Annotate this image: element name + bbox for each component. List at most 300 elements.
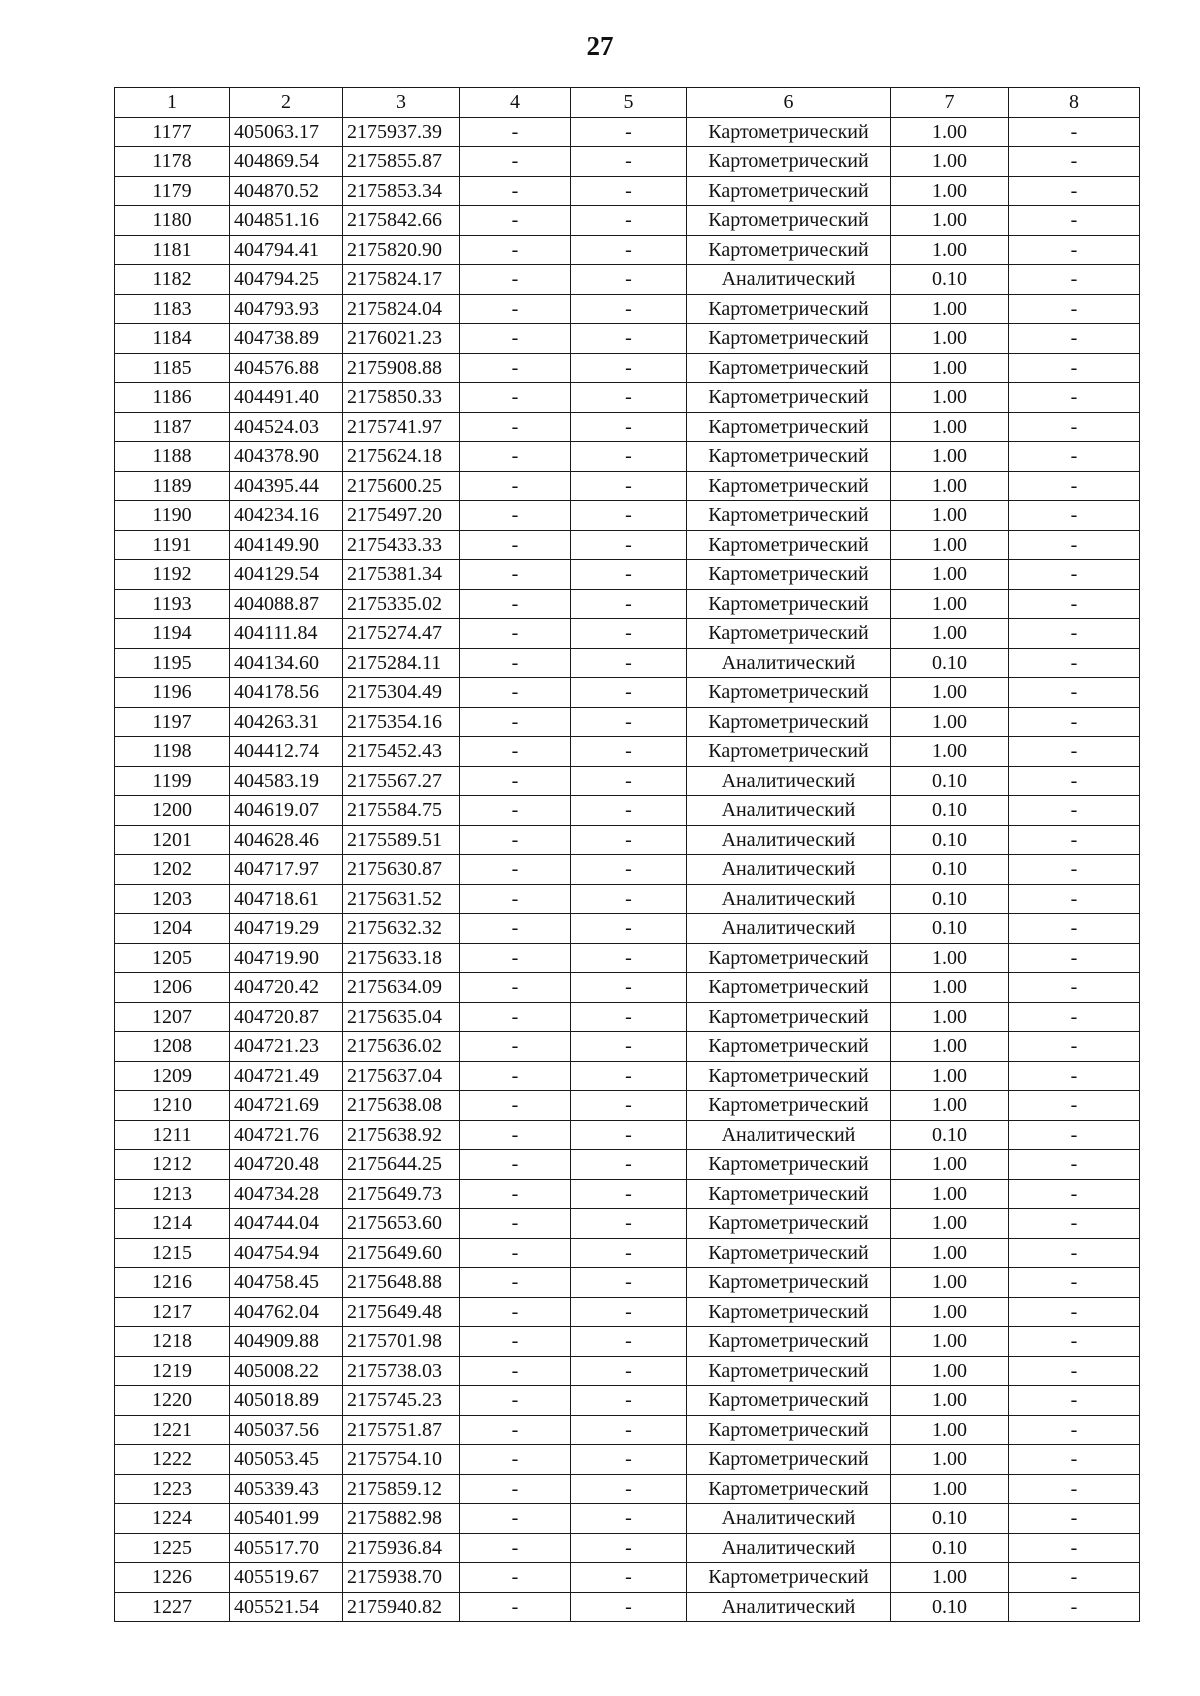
x-coordinate-cell: 405053.45	[230, 1445, 343, 1475]
column-4-cell: -	[460, 1032, 571, 1062]
method-cell: Картометрический	[687, 1091, 891, 1121]
column-5-cell: -	[571, 1592, 687, 1622]
method-cell: Картометрический	[687, 294, 891, 324]
point-number-cell: 1197	[115, 707, 230, 737]
y-coordinate-cell: 2175635.04	[343, 1002, 460, 1032]
column-8-cell: -	[1009, 1061, 1140, 1091]
table-row	[115, 206, 1140, 236]
column-5-cell: -	[571, 1268, 687, 1298]
column-5-cell: -	[571, 206, 687, 236]
accuracy-cell: 1.00	[891, 1297, 1009, 1327]
page-number: 27	[586, 31, 614, 61]
column-8-cell: -	[1009, 1091, 1140, 1121]
y-coordinate-cell: 2175842.66	[343, 206, 460, 236]
header-cell: 5	[571, 88, 687, 118]
method-cell: Картометрический	[687, 1268, 891, 1298]
column-4-cell: -	[460, 560, 571, 590]
y-coordinate-cell: 2175624.18	[343, 442, 460, 472]
column-8-cell: -	[1009, 678, 1140, 708]
column-8-cell: -	[1009, 235, 1140, 265]
table-row	[115, 1356, 1140, 1386]
y-coordinate-cell: 2175938.70	[343, 1563, 460, 1593]
column-4-cell: -	[460, 324, 571, 354]
y-coordinate-cell: 2175701.98	[343, 1327, 460, 1357]
column-4-cell: -	[460, 1415, 571, 1445]
column-5-cell: -	[571, 353, 687, 383]
column-4-cell: -	[460, 176, 571, 206]
accuracy-cell: 1.00	[891, 560, 1009, 590]
column-4-cell: -	[460, 855, 571, 885]
column-5-cell: -	[571, 560, 687, 590]
accuracy-cell: 0.10	[891, 1592, 1009, 1622]
column-5-cell: -	[571, 943, 687, 973]
y-coordinate-cell: 2175274.47	[343, 619, 460, 649]
column-8-cell: -	[1009, 737, 1140, 767]
column-5-cell: -	[571, 1179, 687, 1209]
column-8-cell: -	[1009, 1356, 1140, 1386]
method-cell: Картометрический	[687, 1415, 891, 1445]
header-cell: 7	[891, 88, 1009, 118]
point-number-cell: 1202	[115, 855, 230, 885]
method-cell: Картометрический	[687, 1563, 891, 1593]
point-number-cell: 1221	[115, 1415, 230, 1445]
method-cell: Аналитический	[687, 265, 891, 295]
accuracy-cell: 1.00	[891, 1238, 1009, 1268]
accuracy-cell: 1.00	[891, 1150, 1009, 1180]
x-coordinate-cell: 404754.94	[230, 1238, 343, 1268]
accuracy-cell: 1.00	[891, 501, 1009, 531]
table-row	[115, 1002, 1140, 1032]
point-number-cell: 1180	[115, 206, 230, 236]
column-8-cell: -	[1009, 1563, 1140, 1593]
column-5-cell: -	[571, 117, 687, 147]
column-5-cell: -	[571, 294, 687, 324]
column-8-cell: -	[1009, 1474, 1140, 1504]
y-coordinate-cell: 2175855.87	[343, 147, 460, 177]
x-coordinate-cell: 405063.17	[230, 117, 343, 147]
y-coordinate-cell: 2175824.04	[343, 294, 460, 324]
accuracy-cell: 0.10	[891, 265, 1009, 295]
column-5-cell: -	[571, 1474, 687, 1504]
point-number-cell: 1212	[115, 1150, 230, 1180]
column-4-cell: -	[460, 383, 571, 413]
method-cell: Картометрический	[687, 1356, 891, 1386]
y-coordinate-cell: 2175381.34	[343, 560, 460, 590]
column-4-cell: -	[460, 678, 571, 708]
column-8-cell: -	[1009, 383, 1140, 413]
point-number-cell: 1193	[115, 589, 230, 619]
accuracy-cell: 1.00	[891, 147, 1009, 177]
point-number-cell: 1203	[115, 884, 230, 914]
method-cell: Аналитический	[687, 766, 891, 796]
y-coordinate-cell: 2175745.23	[343, 1386, 460, 1416]
y-coordinate-cell: 2175633.18	[343, 943, 460, 973]
y-coordinate-cell: 2175644.25	[343, 1150, 460, 1180]
header-cell: 1	[115, 88, 230, 118]
column-8-cell: -	[1009, 265, 1140, 295]
y-coordinate-cell: 2175649.48	[343, 1297, 460, 1327]
table-row	[115, 294, 1140, 324]
x-coordinate-cell: 405018.89	[230, 1386, 343, 1416]
accuracy-cell: 1.00	[891, 1415, 1009, 1445]
table-row	[115, 147, 1140, 177]
column-8-cell: -	[1009, 1002, 1140, 1032]
method-cell: Картометрический	[687, 1179, 891, 1209]
accuracy-cell: 1.00	[891, 117, 1009, 147]
point-number-cell: 1210	[115, 1091, 230, 1121]
column-5-cell: -	[571, 589, 687, 619]
accuracy-cell: 1.00	[891, 1386, 1009, 1416]
column-4-cell: -	[460, 294, 571, 324]
point-number-cell: 1200	[115, 796, 230, 826]
method-cell: Аналитический	[687, 648, 891, 678]
method-cell: Аналитический	[687, 1504, 891, 1534]
column-4-cell: -	[460, 1445, 571, 1475]
column-8-cell: -	[1009, 648, 1140, 678]
point-number-cell: 1209	[115, 1061, 230, 1091]
x-coordinate-cell: 404378.90	[230, 442, 343, 472]
point-number-cell: 1219	[115, 1356, 230, 1386]
x-coordinate-cell: 404134.60	[230, 648, 343, 678]
x-coordinate-cell: 404395.44	[230, 471, 343, 501]
table-row	[115, 943, 1140, 973]
table-row	[115, 1120, 1140, 1150]
column-4-cell: -	[460, 619, 571, 649]
column-5-cell: -	[571, 176, 687, 206]
x-coordinate-cell: 404870.52	[230, 176, 343, 206]
method-cell: Картометрический	[687, 1297, 891, 1327]
accuracy-cell: 1.00	[891, 1061, 1009, 1091]
x-coordinate-cell: 404851.16	[230, 206, 343, 236]
method-cell: Аналитический	[687, 1592, 891, 1622]
column-5-cell: -	[571, 324, 687, 354]
y-coordinate-cell: 2175653.60	[343, 1209, 460, 1239]
method-cell: Картометрический	[687, 1209, 891, 1239]
column-5-cell: -	[571, 737, 687, 767]
column-8-cell: -	[1009, 943, 1140, 973]
method-cell: Картометрический	[687, 1386, 891, 1416]
accuracy-cell: 1.00	[891, 619, 1009, 649]
y-coordinate-cell: 2175335.02	[343, 589, 460, 619]
table-row	[115, 1297, 1140, 1327]
y-coordinate-cell: 2175882.98	[343, 1504, 460, 1534]
point-number-cell: 1204	[115, 914, 230, 944]
point-number-cell: 1214	[115, 1209, 230, 1239]
column-8-cell: -	[1009, 884, 1140, 914]
method-cell: Картометрический	[687, 206, 891, 236]
column-5-cell: -	[571, 1002, 687, 1032]
x-coordinate-cell: 404721.23	[230, 1032, 343, 1062]
table-row	[115, 501, 1140, 531]
y-coordinate-cell: 2175937.39	[343, 117, 460, 147]
y-coordinate-cell: 2175649.73	[343, 1179, 460, 1209]
table-row	[115, 383, 1140, 413]
header-cell: 4	[460, 88, 571, 118]
point-number-cell: 1187	[115, 412, 230, 442]
accuracy-cell: 1.00	[891, 1356, 1009, 1386]
method-cell: Картометрический	[687, 1445, 891, 1475]
accuracy-cell: 1.00	[891, 442, 1009, 472]
method-cell: Аналитический	[687, 884, 891, 914]
method-cell: Картометрический	[687, 943, 891, 973]
method-cell: Аналитический	[687, 1120, 891, 1150]
x-coordinate-cell: 404129.54	[230, 560, 343, 590]
column-8-cell: -	[1009, 1592, 1140, 1622]
method-cell: Картометрический	[687, 442, 891, 472]
point-number-cell: 1179	[115, 176, 230, 206]
table-row	[115, 1209, 1140, 1239]
accuracy-cell: 0.10	[891, 914, 1009, 944]
table-row	[115, 1563, 1140, 1593]
column-4-cell: -	[460, 973, 571, 1003]
column-4-cell: -	[460, 1238, 571, 1268]
column-4-cell: -	[460, 1209, 571, 1239]
point-number-cell: 1185	[115, 353, 230, 383]
point-number-cell: 1198	[115, 737, 230, 767]
x-coordinate-cell: 404628.46	[230, 825, 343, 855]
y-coordinate-cell: 2175649.60	[343, 1238, 460, 1268]
accuracy-cell: 1.00	[891, 206, 1009, 236]
accuracy-cell: 1.00	[891, 737, 1009, 767]
method-cell: Картометрический	[687, 1474, 891, 1504]
y-coordinate-cell: 2175304.49	[343, 678, 460, 708]
accuracy-cell: 1.00	[891, 943, 1009, 973]
x-coordinate-cell: 404576.88	[230, 353, 343, 383]
y-coordinate-cell: 2175497.20	[343, 501, 460, 531]
column-8-cell: -	[1009, 1297, 1140, 1327]
table-row	[115, 1091, 1140, 1121]
column-5-cell: -	[571, 1120, 687, 1150]
column-4-cell: -	[460, 235, 571, 265]
column-8-cell: -	[1009, 412, 1140, 442]
header-cell: 2	[230, 88, 343, 118]
method-cell: Картометрический	[687, 412, 891, 442]
y-coordinate-cell: 2175354.16	[343, 707, 460, 737]
point-number-cell: 1215	[115, 1238, 230, 1268]
y-coordinate-cell: 2175936.84	[343, 1533, 460, 1563]
column-8-cell: -	[1009, 442, 1140, 472]
table-row	[115, 176, 1140, 206]
y-coordinate-cell: 2175600.25	[343, 471, 460, 501]
column-5-cell: -	[571, 825, 687, 855]
column-4-cell: -	[460, 206, 571, 236]
x-coordinate-cell: 404794.25	[230, 265, 343, 295]
point-number-cell: 1195	[115, 648, 230, 678]
x-coordinate-cell: 404734.28	[230, 1179, 343, 1209]
point-number-cell: 1196	[115, 678, 230, 708]
x-coordinate-cell: 404178.56	[230, 678, 343, 708]
table-header-row	[115, 88, 1140, 118]
column-4-cell: -	[460, 471, 571, 501]
column-4-cell: -	[460, 147, 571, 177]
x-coordinate-cell: 404738.89	[230, 324, 343, 354]
column-8-cell: -	[1009, 1445, 1140, 1475]
y-coordinate-cell: 2176021.23	[343, 324, 460, 354]
column-8-cell: -	[1009, 1533, 1140, 1563]
y-coordinate-cell: 2175908.88	[343, 353, 460, 383]
accuracy-cell: 0.10	[891, 1533, 1009, 1563]
method-cell: Картометрический	[687, 353, 891, 383]
point-number-cell: 1178	[115, 147, 230, 177]
point-number-cell: 1183	[115, 294, 230, 324]
point-number-cell: 1206	[115, 973, 230, 1003]
point-number-cell: 1188	[115, 442, 230, 472]
accuracy-cell: 1.00	[891, 1268, 1009, 1298]
accuracy-cell: 0.10	[891, 1120, 1009, 1150]
column-8-cell: -	[1009, 973, 1140, 1003]
method-cell: Аналитический	[687, 855, 891, 885]
column-4-cell: -	[460, 1592, 571, 1622]
column-8-cell: -	[1009, 796, 1140, 826]
column-5-cell: -	[571, 1415, 687, 1445]
column-4-cell: -	[460, 117, 571, 147]
column-8-cell: -	[1009, 1120, 1140, 1150]
x-coordinate-cell: 404719.29	[230, 914, 343, 944]
table-row	[115, 471, 1140, 501]
column-4-cell: -	[460, 589, 571, 619]
column-8-cell: -	[1009, 1386, 1140, 1416]
header-cell: 8	[1009, 88, 1140, 118]
header-cell: 6	[687, 88, 891, 118]
x-coordinate-cell: 404717.97	[230, 855, 343, 885]
column-4-cell: -	[460, 1002, 571, 1032]
column-5-cell: -	[571, 1061, 687, 1091]
accuracy-cell: 1.00	[891, 294, 1009, 324]
point-number-cell: 1217	[115, 1297, 230, 1327]
accuracy-cell: 0.10	[891, 825, 1009, 855]
x-coordinate-cell: 405401.99	[230, 1504, 343, 1534]
y-coordinate-cell: 2175589.51	[343, 825, 460, 855]
x-coordinate-cell: 404721.76	[230, 1120, 343, 1150]
table-row	[115, 796, 1140, 826]
point-number-cell: 1218	[115, 1327, 230, 1357]
x-coordinate-cell: 404762.04	[230, 1297, 343, 1327]
accuracy-cell: 0.10	[891, 855, 1009, 885]
column-5-cell: -	[571, 678, 687, 708]
y-coordinate-cell: 2175754.10	[343, 1445, 460, 1475]
table-row	[115, 530, 1140, 560]
x-coordinate-cell: 404793.93	[230, 294, 343, 324]
table-row	[115, 1032, 1140, 1062]
column-4-cell: -	[460, 1563, 571, 1593]
table-row	[115, 1268, 1140, 1298]
y-coordinate-cell: 2175820.90	[343, 235, 460, 265]
column-4-cell: -	[460, 796, 571, 826]
column-5-cell: -	[571, 412, 687, 442]
table-row	[115, 855, 1140, 885]
column-4-cell: -	[460, 707, 571, 737]
x-coordinate-cell: 404491.40	[230, 383, 343, 413]
accuracy-cell: 1.00	[891, 1179, 1009, 1209]
column-4-cell: -	[460, 1297, 571, 1327]
method-cell: Картометрический	[687, 678, 891, 708]
x-coordinate-cell: 404234.16	[230, 501, 343, 531]
x-coordinate-cell: 405519.67	[230, 1563, 343, 1593]
column-8-cell: -	[1009, 766, 1140, 796]
method-cell: Картометрический	[687, 117, 891, 147]
column-5-cell: -	[571, 442, 687, 472]
point-number-cell: 1216	[115, 1268, 230, 1298]
x-coordinate-cell: 404720.42	[230, 973, 343, 1003]
x-coordinate-cell: 404088.87	[230, 589, 343, 619]
x-coordinate-cell: 405339.43	[230, 1474, 343, 1504]
accuracy-cell: 1.00	[891, 324, 1009, 354]
method-cell: Картометрический	[687, 471, 891, 501]
column-4-cell: -	[460, 1179, 571, 1209]
column-5-cell: -	[571, 1445, 687, 1475]
point-number-cell: 1208	[115, 1032, 230, 1062]
table-row	[115, 884, 1140, 914]
method-cell: Картометрический	[687, 560, 891, 590]
column-5-cell: -	[571, 914, 687, 944]
x-coordinate-cell: 404720.87	[230, 1002, 343, 1032]
column-5-cell: -	[571, 619, 687, 649]
column-5-cell: -	[571, 973, 687, 1003]
point-number-cell: 1223	[115, 1474, 230, 1504]
column-8-cell: -	[1009, 1150, 1140, 1180]
accuracy-cell: 1.00	[891, 383, 1009, 413]
y-coordinate-cell: 2175632.32	[343, 914, 460, 944]
table-row	[115, 1504, 1140, 1534]
column-4-cell: -	[460, 1533, 571, 1563]
column-4-cell: -	[460, 265, 571, 295]
column-4-cell: -	[460, 442, 571, 472]
column-8-cell: -	[1009, 294, 1140, 324]
column-4-cell: -	[460, 1061, 571, 1091]
method-cell: Картометрический	[687, 383, 891, 413]
column-4-cell: -	[460, 1268, 571, 1298]
point-number-cell: 1205	[115, 943, 230, 973]
column-5-cell: -	[571, 1297, 687, 1327]
column-5-cell: -	[571, 235, 687, 265]
method-cell: Картометрический	[687, 176, 891, 206]
method-cell: Картометрический	[687, 147, 891, 177]
table-row	[115, 825, 1140, 855]
column-5-cell: -	[571, 530, 687, 560]
accuracy-cell: 1.00	[891, 1327, 1009, 1357]
point-number-cell: 1181	[115, 235, 230, 265]
x-coordinate-cell: 404909.88	[230, 1327, 343, 1357]
table-row	[115, 678, 1140, 708]
table-row	[115, 1592, 1140, 1622]
column-5-cell: -	[571, 1209, 687, 1239]
table-row	[115, 353, 1140, 383]
table-row	[115, 1150, 1140, 1180]
table-row	[115, 589, 1140, 619]
column-4-cell: -	[460, 884, 571, 914]
column-5-cell: -	[571, 147, 687, 177]
x-coordinate-cell: 404111.84	[230, 619, 343, 649]
column-5-cell: -	[571, 1327, 687, 1357]
point-number-cell: 1199	[115, 766, 230, 796]
method-cell: Аналитический	[687, 796, 891, 826]
point-number-cell: 1177	[115, 117, 230, 147]
column-4-cell: -	[460, 1356, 571, 1386]
column-5-cell: -	[571, 1091, 687, 1121]
accuracy-cell: 1.00	[891, 1445, 1009, 1475]
table-row	[115, 1445, 1140, 1475]
column-5-cell: -	[571, 855, 687, 885]
x-coordinate-cell: 405521.54	[230, 1592, 343, 1622]
y-coordinate-cell: 2175631.52	[343, 884, 460, 914]
y-coordinate-cell: 2175638.92	[343, 1120, 460, 1150]
table-row	[115, 560, 1140, 590]
method-cell: Картометрический	[687, 1327, 891, 1357]
method-cell: Картометрический	[687, 324, 891, 354]
accuracy-cell: 0.10	[891, 648, 1009, 678]
accuracy-cell: 1.00	[891, 1091, 1009, 1121]
column-4-cell: -	[460, 648, 571, 678]
